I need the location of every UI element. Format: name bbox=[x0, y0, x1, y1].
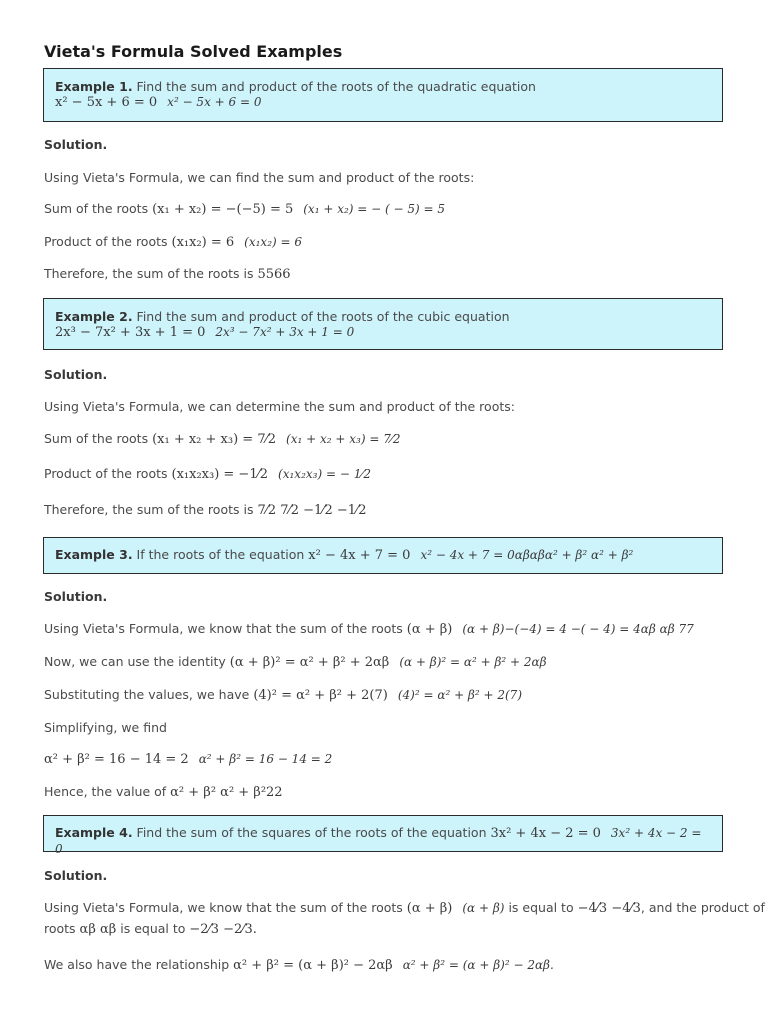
ex4-line-2 bbox=[44, 957, 554, 973]
ex3-line-6-math: α² + β² α² + β²22 bbox=[170, 785, 283, 800]
ex4-line-1a-text3: , and the product of bbox=[640, 900, 765, 915]
ex3-line-2-math: (α + β)² = α² + β² + 2αβ bbox=[229, 655, 390, 670]
ex1-line-2-math: (x₁ + x₂) = −(−5) = 5 bbox=[152, 202, 294, 217]
example-2-equation-alt: 2x³ − 7x² + 3x + 1 = 0 bbox=[215, 325, 355, 339]
example-4-box bbox=[43, 815, 723, 856]
example-1-text: Find the sum and product of the roots of the quadratic equation bbox=[132, 79, 536, 94]
ex2-line-2-text: Sum of the roots bbox=[44, 431, 153, 446]
ex2-line-3 bbox=[44, 466, 371, 482]
ex1-line-4-math: 5566 bbox=[257, 267, 291, 282]
ex3-line-2-text: Now, we can use the identity bbox=[44, 654, 230, 669]
ex2-line-3-alt: (x₁x₂x₃) = − 1⁄2 bbox=[278, 467, 371, 481]
ex2-line-2 bbox=[44, 431, 400, 447]
example-1-equation: x² − 5x + 6 = 0 bbox=[55, 95, 158, 110]
ex2-line-2-alt: (x₁ + x₂ + x₃) = 7⁄2 bbox=[286, 432, 401, 446]
example-1-box bbox=[43, 68, 723, 122]
ex2-line-2-math: (x₁ + x₂ + x₃) = 7⁄2 bbox=[152, 432, 277, 447]
page-title: Vieta's Formula Solved Examples bbox=[44, 42, 343, 61]
ex4-line-1a-math: (α + β) bbox=[406, 901, 453, 916]
ex2-line-4-math: 7⁄2 7⁄2 −1⁄2 −1⁄2 bbox=[257, 503, 367, 518]
ex1-line-2-alt: (x₁ + x₂) = − ( − 5) = 5 bbox=[303, 202, 446, 216]
ex1-line-2 bbox=[44, 201, 445, 217]
example-1-label: Example 1. bbox=[55, 79, 133, 94]
ex1-line-3-alt: (x₁x₂) = 6 bbox=[244, 235, 303, 249]
solution-label-3: Solution. bbox=[44, 589, 108, 604]
ex4-line-1b-text2: is equal to bbox=[116, 921, 190, 936]
ex3-line-1-text: Using Vieta's Formula, we know that the sum of the roots bbox=[44, 621, 407, 636]
ex3-line-5 bbox=[44, 751, 332, 767]
ex3-line-1-math: (α + β) bbox=[406, 622, 453, 637]
ex1-line-2-text: Sum of the roots bbox=[44, 201, 153, 216]
ex3-line-1 bbox=[44, 621, 694, 637]
ex3-line-3 bbox=[44, 687, 522, 703]
ex2-line-4-text: Therefore, the sum of the roots is bbox=[44, 502, 258, 517]
solution-label-2: Solution. bbox=[44, 367, 108, 382]
ex3-line-6-text: Hence, the value of bbox=[44, 784, 171, 799]
example-3-text: If the roots of the equation bbox=[132, 547, 309, 562]
ex1-line-3-math: (x₁x₂) = 6 bbox=[171, 235, 235, 250]
ex1-line-1: Using Vieta's Formula, we can find the sum and product of the roots: bbox=[44, 170, 475, 185]
ex1-line-4-text: Therefore, the sum of the roots is bbox=[44, 266, 258, 281]
ex3-line-1-alt: (α + β)−(−4) = 4 −( − 4) = 4αβ αβ 77 bbox=[462, 622, 694, 636]
example-4-equation-alt: 3x² + 4x − 2 = 0 bbox=[55, 826, 702, 856]
example-3-equation: x² − 4x + 7 = 0 bbox=[308, 548, 411, 563]
ex2-line-3-text: Product of the roots bbox=[44, 466, 172, 481]
example-2-equation: 2x³ − 7x² + 3x + 1 = 0 bbox=[55, 325, 206, 340]
example-3-box bbox=[43, 537, 723, 574]
example-3-label: Example 3. bbox=[55, 547, 133, 562]
ex4-line-1b-math2: −2⁄3 −2⁄3. bbox=[189, 922, 257, 937]
ex3-line-3-text: Substituting the values, we have bbox=[44, 687, 254, 702]
ex2-line-3-math: (x₁x₂x₃) = −1⁄2 bbox=[171, 467, 269, 482]
example-2-text: Find the sum and product of the roots of the cubic equation bbox=[132, 309, 510, 324]
ex4-line-1a-math2: −4⁄3 −4⁄3 bbox=[577, 901, 641, 916]
ex3-line-2-alt: (α + β)² = α² + β² + 2αβ bbox=[399, 655, 547, 669]
ex3-line-4: Simplifying, we find bbox=[44, 720, 167, 735]
example-1-equation-alt: x² − 5x + 6 = 0 bbox=[167, 95, 262, 109]
solution-label-4: Solution. bbox=[44, 868, 108, 883]
example-4-label: Example 4. bbox=[55, 825, 133, 840]
ex4-line-1a bbox=[44, 900, 765, 916]
example-4-equation: 3x² + 4x − 2 = 0 bbox=[490, 826, 601, 841]
example-3-equation-alt: x² − 4x + 7 = 0αβαβα² + β² α² + β² bbox=[420, 548, 634, 562]
ex1-line-3 bbox=[44, 234, 302, 250]
solution-label-1: Solution. bbox=[44, 137, 108, 152]
ex4-line-1a-alt: (α + β) bbox=[462, 901, 505, 915]
ex3-line-6 bbox=[44, 784, 283, 800]
ex3-line-3-math: (4)² = α² + β² + 2(7) bbox=[253, 688, 388, 703]
ex4-line-2-alt: α² + β² = (α + β)² − 2αβ. bbox=[402, 958, 554, 972]
ex4-line-2-math: α² + β² = (α + β)² − 2αβ bbox=[233, 958, 393, 973]
ex4-line-1b-math: αβ αβ bbox=[79, 922, 117, 937]
ex4-line-2-text: We also have the relationship bbox=[44, 957, 234, 972]
ex4-line-1a-text2: is equal to bbox=[504, 900, 578, 915]
ex4-line-1b-text: roots bbox=[44, 921, 80, 936]
ex2-line-4 bbox=[44, 502, 367, 518]
ex1-line-4 bbox=[44, 266, 291, 282]
example-2-label: Example 2. bbox=[55, 309, 133, 324]
ex1-line-3-text: Product of the roots bbox=[44, 234, 172, 249]
ex3-line-3-alt: (4)² = α² + β² + 2(7) bbox=[397, 688, 522, 702]
example-4-text: Find the sum of the squares of the roots of the equation bbox=[132, 825, 491, 840]
ex2-line-1: Using Vieta's Formula, we can determine the sum and product of the roots: bbox=[44, 399, 515, 414]
ex4-line-1b bbox=[44, 921, 257, 937]
ex3-line-5-alt: α² + β² = 16 − 14 = 2 bbox=[198, 752, 333, 766]
example-2-box bbox=[43, 298, 723, 350]
ex3-line-5-math: α² + β² = 16 − 14 = 2 bbox=[44, 752, 189, 767]
ex4-line-1a-text: Using Vieta's Formula, we know that the sum of the roots bbox=[44, 900, 407, 915]
ex3-line-2 bbox=[44, 654, 547, 670]
